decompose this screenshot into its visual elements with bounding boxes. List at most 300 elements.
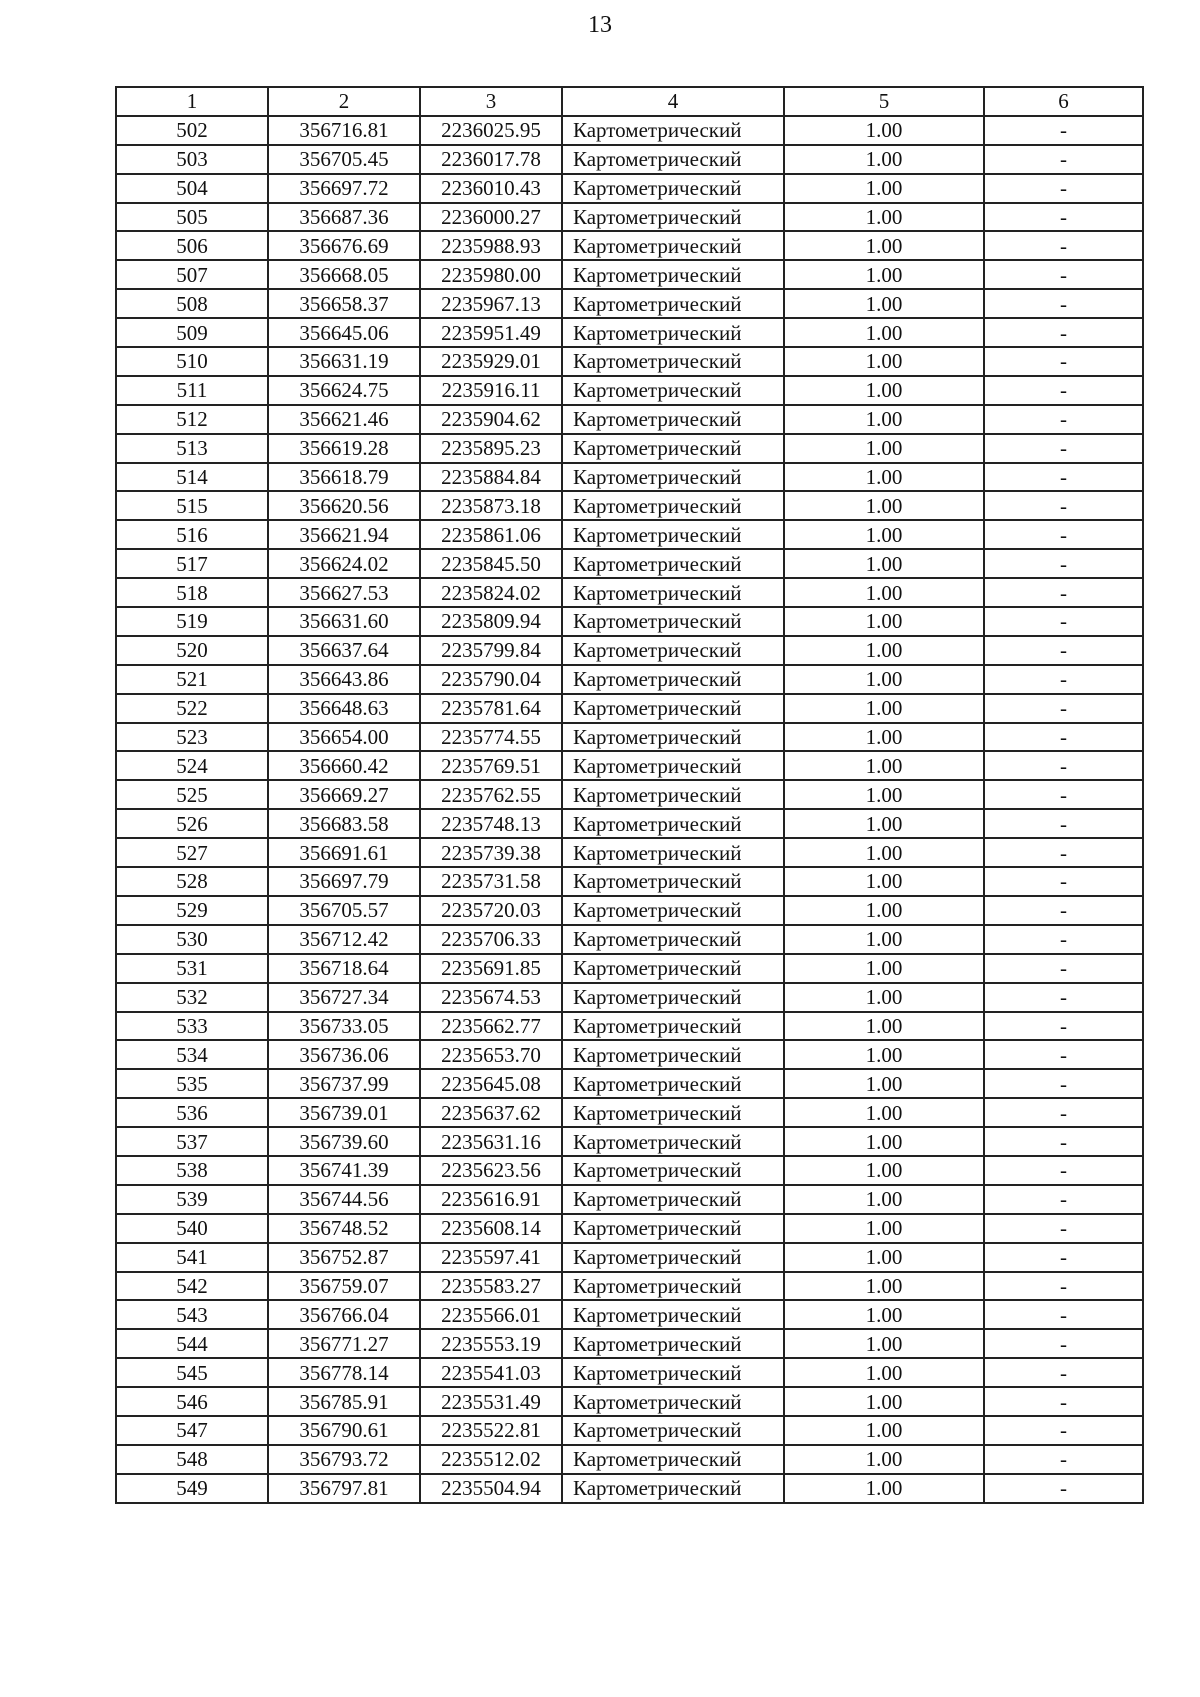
y-coordinate-cell: 2235597.41	[420, 1243, 562, 1272]
method-cell: Картометрический	[562, 1214, 784, 1243]
method-cell: Картометрический	[562, 347, 784, 376]
table-row	[116, 867, 1143, 896]
accuracy-cell: 1.00	[784, 463, 984, 492]
x-coordinate-cell: 356624.75	[268, 376, 420, 405]
point-number-cell: 543	[116, 1300, 268, 1329]
header-row	[116, 87, 1143, 116]
point-number-cell: 516	[116, 520, 268, 549]
note-cell: -	[984, 867, 1143, 896]
accuracy-cell: 1.00	[784, 1098, 984, 1127]
column-header-1: 1	[116, 87, 268, 116]
table-row	[116, 607, 1143, 636]
table-body	[116, 116, 1143, 1503]
note-cell: -	[984, 578, 1143, 607]
accuracy-cell: 1.00	[784, 203, 984, 232]
table-row	[116, 780, 1143, 809]
accuracy-cell: 1.00	[784, 751, 984, 780]
table-row	[116, 1012, 1143, 1041]
point-number-cell: 527	[116, 838, 268, 867]
method-cell: Картометрический	[562, 636, 784, 665]
point-number-cell: 542	[116, 1272, 268, 1301]
accuracy-cell: 1.00	[784, 116, 984, 145]
accuracy-cell: 1.00	[784, 665, 984, 694]
point-number-cell: 537	[116, 1127, 268, 1156]
x-coordinate-cell: 356624.02	[268, 549, 420, 578]
x-coordinate-cell: 356748.52	[268, 1214, 420, 1243]
table-row	[116, 925, 1143, 954]
method-cell: Картометрический	[562, 780, 784, 809]
x-coordinate-cell: 356618.79	[268, 463, 420, 492]
point-number-cell: 526	[116, 809, 268, 838]
accuracy-cell: 1.00	[784, 636, 984, 665]
note-cell: -	[984, 1040, 1143, 1069]
note-cell: -	[984, 376, 1143, 405]
point-number-cell: 538	[116, 1156, 268, 1185]
method-cell: Картометрический	[562, 376, 784, 405]
y-coordinate-cell: 2235541.03	[420, 1358, 562, 1387]
method-cell: Картометрический	[562, 1185, 784, 1214]
x-coordinate-cell: 356631.19	[268, 347, 420, 376]
x-coordinate-cell: 356741.39	[268, 1156, 420, 1185]
x-coordinate-cell: 356736.06	[268, 1040, 420, 1069]
method-cell: Картометрический	[562, 1445, 784, 1474]
point-number-cell: 521	[116, 665, 268, 694]
method-cell: Картометрический	[562, 925, 784, 954]
note-cell: -	[984, 954, 1143, 983]
table-row	[116, 723, 1143, 752]
note-cell: -	[984, 145, 1143, 174]
note-cell: -	[984, 1358, 1143, 1387]
note-cell: -	[984, 434, 1143, 463]
x-coordinate-cell: 356637.64	[268, 636, 420, 665]
table-row	[116, 1416, 1143, 1445]
y-coordinate-cell: 2236000.27	[420, 203, 562, 232]
accuracy-cell: 1.00	[784, 867, 984, 896]
x-coordinate-cell: 356793.72	[268, 1445, 420, 1474]
table-row	[116, 405, 1143, 434]
table-row	[116, 1214, 1143, 1243]
note-cell: -	[984, 405, 1143, 434]
x-coordinate-cell: 356790.61	[268, 1416, 420, 1445]
note-cell: -	[984, 1069, 1143, 1098]
accuracy-cell: 1.00	[784, 491, 984, 520]
y-coordinate-cell: 2235653.70	[420, 1040, 562, 1069]
method-cell: Картометрический	[562, 607, 784, 636]
accuracy-cell: 1.00	[784, 174, 984, 203]
point-number-cell: 529	[116, 896, 268, 925]
point-number-cell: 513	[116, 434, 268, 463]
y-coordinate-cell: 2235512.02	[420, 1445, 562, 1474]
method-cell: Картометрический	[562, 1300, 784, 1329]
table-row	[116, 1098, 1143, 1127]
column-header-6: 6	[984, 87, 1143, 116]
note-cell: -	[984, 116, 1143, 145]
method-cell: Картометрический	[562, 1012, 784, 1041]
method-cell: Картометрический	[562, 1098, 784, 1127]
x-coordinate-cell: 356712.42	[268, 925, 420, 954]
point-number-cell: 533	[116, 1012, 268, 1041]
y-coordinate-cell: 2235637.62	[420, 1098, 562, 1127]
table-row	[116, 636, 1143, 665]
accuracy-cell: 1.00	[784, 1156, 984, 1185]
point-number-cell: 510	[116, 347, 268, 376]
y-coordinate-cell: 2235769.51	[420, 751, 562, 780]
note-cell: -	[984, 318, 1143, 347]
y-coordinate-cell: 2235566.01	[420, 1300, 562, 1329]
y-coordinate-cell: 2235774.55	[420, 723, 562, 752]
note-cell: -	[984, 665, 1143, 694]
y-coordinate-cell: 2235916.11	[420, 376, 562, 405]
point-number-cell: 539	[116, 1185, 268, 1214]
accuracy-cell: 1.00	[784, 549, 984, 578]
y-coordinate-cell: 2235951.49	[420, 318, 562, 347]
table-row	[116, 231, 1143, 260]
method-cell: Картометрический	[562, 694, 784, 723]
x-coordinate-cell: 356658.37	[268, 289, 420, 318]
x-coordinate-cell: 356733.05	[268, 1012, 420, 1041]
accuracy-cell: 1.00	[784, 1243, 984, 1272]
y-coordinate-cell: 2235748.13	[420, 809, 562, 838]
table-row	[116, 1069, 1143, 1098]
y-coordinate-cell: 2235929.01	[420, 347, 562, 376]
point-number-cell: 530	[116, 925, 268, 954]
x-coordinate-cell: 356759.07	[268, 1272, 420, 1301]
x-coordinate-cell: 356621.46	[268, 405, 420, 434]
note-cell: -	[984, 723, 1143, 752]
point-number-cell: 541	[116, 1243, 268, 1272]
method-cell: Картометрический	[562, 838, 784, 867]
x-coordinate-cell: 356739.01	[268, 1098, 420, 1127]
note-cell: -	[984, 289, 1143, 318]
accuracy-cell: 1.00	[784, 1272, 984, 1301]
table-row	[116, 347, 1143, 376]
point-number-cell: 545	[116, 1358, 268, 1387]
y-coordinate-cell: 2235504.94	[420, 1474, 562, 1503]
note-cell: -	[984, 1156, 1143, 1185]
method-cell: Картометрический	[562, 116, 784, 145]
y-coordinate-cell: 2235720.03	[420, 896, 562, 925]
method-cell: Картометрический	[562, 1127, 784, 1156]
accuracy-cell: 1.00	[784, 925, 984, 954]
accuracy-cell: 1.00	[784, 723, 984, 752]
x-coordinate-cell: 356631.60	[268, 607, 420, 636]
point-number-cell: 503	[116, 145, 268, 174]
x-coordinate-cell: 356627.53	[268, 578, 420, 607]
column-header-4: 4	[562, 87, 784, 116]
point-number-cell: 546	[116, 1387, 268, 1416]
column-header-2: 2	[268, 87, 420, 116]
x-coordinate-cell: 356739.60	[268, 1127, 420, 1156]
point-number-cell: 548	[116, 1445, 268, 1474]
x-coordinate-cell: 356620.56	[268, 491, 420, 520]
table-row	[116, 838, 1143, 867]
x-coordinate-cell: 356654.00	[268, 723, 420, 752]
method-cell: Картометрический	[562, 491, 784, 520]
note-cell: -	[984, 491, 1143, 520]
y-coordinate-cell: 2235631.16	[420, 1127, 562, 1156]
y-coordinate-cell: 2236010.43	[420, 174, 562, 203]
table-row	[116, 1156, 1143, 1185]
note-cell: -	[984, 1012, 1143, 1041]
y-coordinate-cell: 2235895.23	[420, 434, 562, 463]
point-number-cell: 517	[116, 549, 268, 578]
y-coordinate-cell: 2235809.94	[420, 607, 562, 636]
x-coordinate-cell: 356643.86	[268, 665, 420, 694]
accuracy-cell: 1.00	[784, 318, 984, 347]
point-number-cell: 547	[116, 1416, 268, 1445]
table-row	[116, 1474, 1143, 1503]
point-number-cell: 536	[116, 1098, 268, 1127]
note-cell: -	[984, 607, 1143, 636]
method-cell: Картометрический	[562, 578, 784, 607]
column-header-5: 5	[784, 87, 984, 116]
accuracy-cell: 1.00	[784, 809, 984, 838]
accuracy-cell: 1.00	[784, 289, 984, 318]
x-coordinate-cell: 356771.27	[268, 1329, 420, 1358]
table-row	[116, 1300, 1143, 1329]
note-cell: -	[984, 694, 1143, 723]
y-coordinate-cell: 2235608.14	[420, 1214, 562, 1243]
note-cell: -	[984, 1243, 1143, 1272]
method-cell: Картометрический	[562, 203, 784, 232]
note-cell: -	[984, 780, 1143, 809]
method-cell: Картометрический	[562, 405, 784, 434]
method-cell: Картометрический	[562, 260, 784, 289]
accuracy-cell: 1.00	[784, 1127, 984, 1156]
method-cell: Картометрический	[562, 665, 784, 694]
note-cell: -	[984, 1387, 1143, 1416]
point-number-cell: 507	[116, 260, 268, 289]
method-cell: Картометрический	[562, 1156, 784, 1185]
note-cell: -	[984, 1098, 1143, 1127]
point-number-cell: 508	[116, 289, 268, 318]
x-coordinate-cell: 356669.27	[268, 780, 420, 809]
x-coordinate-cell: 356727.34	[268, 983, 420, 1012]
method-cell: Картометрический	[562, 1040, 784, 1069]
y-coordinate-cell: 2235873.18	[420, 491, 562, 520]
method-cell: Картометрический	[562, 809, 784, 838]
accuracy-cell: 1.00	[784, 1040, 984, 1069]
point-number-cell: 525	[116, 780, 268, 809]
table-row	[116, 1272, 1143, 1301]
y-coordinate-cell: 2236017.78	[420, 145, 562, 174]
accuracy-cell: 1.00	[784, 1329, 984, 1358]
point-number-cell: 514	[116, 463, 268, 492]
note-cell: -	[984, 838, 1143, 867]
method-cell: Картометрический	[562, 896, 784, 925]
point-number-cell: 512	[116, 405, 268, 434]
note-cell: -	[984, 231, 1143, 260]
note-cell: -	[984, 1416, 1143, 1445]
accuracy-cell: 1.00	[784, 1358, 984, 1387]
point-number-cell: 518	[116, 578, 268, 607]
note-cell: -	[984, 1329, 1143, 1358]
note-cell: -	[984, 1300, 1143, 1329]
table-row	[116, 954, 1143, 983]
method-cell: Картометрический	[562, 1069, 784, 1098]
y-coordinate-cell: 2235731.58	[420, 867, 562, 896]
method-cell: Картометрический	[562, 145, 784, 174]
table-row	[116, 1040, 1143, 1069]
accuracy-cell: 1.00	[784, 1300, 984, 1329]
method-cell: Картометрический	[562, 1243, 784, 1272]
y-coordinate-cell: 2235790.04	[420, 665, 562, 694]
method-cell: Картометрический	[562, 1358, 784, 1387]
point-number-cell: 504	[116, 174, 268, 203]
accuracy-cell: 1.00	[784, 1214, 984, 1243]
point-number-cell: 523	[116, 723, 268, 752]
method-cell: Картометрический	[562, 1387, 784, 1416]
method-cell: Картометрический	[562, 434, 784, 463]
note-cell: -	[984, 520, 1143, 549]
y-coordinate-cell: 2235781.64	[420, 694, 562, 723]
accuracy-cell: 1.00	[784, 954, 984, 983]
accuracy-cell: 1.00	[784, 1185, 984, 1214]
note-cell: -	[984, 463, 1143, 492]
note-cell: -	[984, 203, 1143, 232]
y-coordinate-cell: 2235845.50	[420, 549, 562, 578]
table-row	[116, 434, 1143, 463]
accuracy-cell: 1.00	[784, 983, 984, 1012]
method-cell: Картометрический	[562, 289, 784, 318]
x-coordinate-cell: 356737.99	[268, 1069, 420, 1098]
table-row	[116, 578, 1143, 607]
point-number-cell: 540	[116, 1214, 268, 1243]
point-number-cell: 531	[116, 954, 268, 983]
x-coordinate-cell: 356778.14	[268, 1358, 420, 1387]
table-row	[116, 694, 1143, 723]
point-number-cell: 532	[116, 983, 268, 1012]
point-number-cell: 509	[116, 318, 268, 347]
y-coordinate-cell: 2235967.13	[420, 289, 562, 318]
table-row	[116, 983, 1143, 1012]
note-cell: -	[984, 1272, 1143, 1301]
y-coordinate-cell: 2235988.93	[420, 231, 562, 260]
point-number-cell: 544	[116, 1329, 268, 1358]
note-cell: -	[984, 1445, 1143, 1474]
point-number-cell: 535	[116, 1069, 268, 1098]
table-row	[116, 260, 1143, 289]
y-coordinate-cell: 2235553.19	[420, 1329, 562, 1358]
accuracy-cell: 1.00	[784, 780, 984, 809]
y-coordinate-cell: 2235691.85	[420, 954, 562, 983]
table-row	[116, 549, 1143, 578]
accuracy-cell: 1.00	[784, 145, 984, 174]
table-row	[116, 896, 1143, 925]
y-coordinate-cell: 2235706.33	[420, 925, 562, 954]
point-number-cell: 506	[116, 231, 268, 260]
note-cell: -	[984, 1214, 1143, 1243]
table-row	[116, 318, 1143, 347]
point-number-cell: 524	[116, 751, 268, 780]
y-coordinate-cell: 2235799.84	[420, 636, 562, 665]
table-row	[116, 809, 1143, 838]
x-coordinate-cell: 356621.94	[268, 520, 420, 549]
accuracy-cell: 1.00	[784, 231, 984, 260]
table-row	[116, 1243, 1143, 1272]
table-row	[116, 1127, 1143, 1156]
method-cell: Картометрический	[562, 1329, 784, 1358]
table-row	[116, 665, 1143, 694]
x-coordinate-cell: 356797.81	[268, 1474, 420, 1503]
x-coordinate-cell: 356766.04	[268, 1300, 420, 1329]
table-row	[116, 1445, 1143, 1474]
y-coordinate-cell: 2235739.38	[420, 838, 562, 867]
point-number-cell: 515	[116, 491, 268, 520]
x-coordinate-cell: 356660.42	[268, 751, 420, 780]
column-header-3: 3	[420, 87, 562, 116]
accuracy-cell: 1.00	[784, 1445, 984, 1474]
point-number-cell: 511	[116, 376, 268, 405]
point-number-cell: 505	[116, 203, 268, 232]
note-cell: -	[984, 751, 1143, 780]
note-cell: -	[984, 174, 1143, 203]
y-coordinate-cell: 2236025.95	[420, 116, 562, 145]
table-row	[116, 289, 1143, 318]
table-row	[116, 491, 1143, 520]
table-header	[116, 87, 1143, 116]
x-coordinate-cell: 356697.72	[268, 174, 420, 203]
point-number-cell: 528	[116, 867, 268, 896]
coordinates-table	[115, 86, 1144, 1504]
x-coordinate-cell: 356683.58	[268, 809, 420, 838]
y-coordinate-cell: 2235904.62	[420, 405, 562, 434]
note-cell: -	[984, 549, 1143, 578]
x-coordinate-cell: 356676.69	[268, 231, 420, 260]
y-coordinate-cell: 2235522.81	[420, 1416, 562, 1445]
table-row	[116, 1329, 1143, 1358]
method-cell: Картометрический	[562, 751, 784, 780]
point-number-cell: 502	[116, 116, 268, 145]
y-coordinate-cell: 2235645.08	[420, 1069, 562, 1098]
x-coordinate-cell: 356619.28	[268, 434, 420, 463]
point-number-cell: 520	[116, 636, 268, 665]
accuracy-cell: 1.00	[784, 1474, 984, 1503]
method-cell: Картометрический	[562, 867, 784, 896]
table-row	[116, 1185, 1143, 1214]
note-cell: -	[984, 1185, 1143, 1214]
y-coordinate-cell: 2235583.27	[420, 1272, 562, 1301]
accuracy-cell: 1.00	[784, 520, 984, 549]
accuracy-cell: 1.00	[784, 1069, 984, 1098]
table-row	[116, 174, 1143, 203]
x-coordinate-cell: 356645.06	[268, 318, 420, 347]
method-cell: Картометрический	[562, 954, 784, 983]
note-cell: -	[984, 260, 1143, 289]
accuracy-cell: 1.00	[784, 578, 984, 607]
note-cell: -	[984, 1474, 1143, 1503]
accuracy-cell: 1.00	[784, 896, 984, 925]
note-cell: -	[984, 636, 1143, 665]
method-cell: Картометрический	[562, 463, 784, 492]
x-coordinate-cell: 356668.05	[268, 260, 420, 289]
accuracy-cell: 1.00	[784, 1387, 984, 1416]
table-row	[116, 520, 1143, 549]
method-cell: Картометрический	[562, 231, 784, 260]
method-cell: Картометрический	[562, 983, 784, 1012]
note-cell: -	[984, 347, 1143, 376]
page-number: 13	[588, 12, 612, 38]
accuracy-cell: 1.00	[784, 838, 984, 867]
table-row	[116, 376, 1143, 405]
point-number-cell: 522	[116, 694, 268, 723]
x-coordinate-cell: 356705.57	[268, 896, 420, 925]
y-coordinate-cell: 2235762.55	[420, 780, 562, 809]
x-coordinate-cell: 356718.64	[268, 954, 420, 983]
point-number-cell: 549	[116, 1474, 268, 1503]
accuracy-cell: 1.00	[784, 1012, 984, 1041]
note-cell: -	[984, 1127, 1143, 1156]
